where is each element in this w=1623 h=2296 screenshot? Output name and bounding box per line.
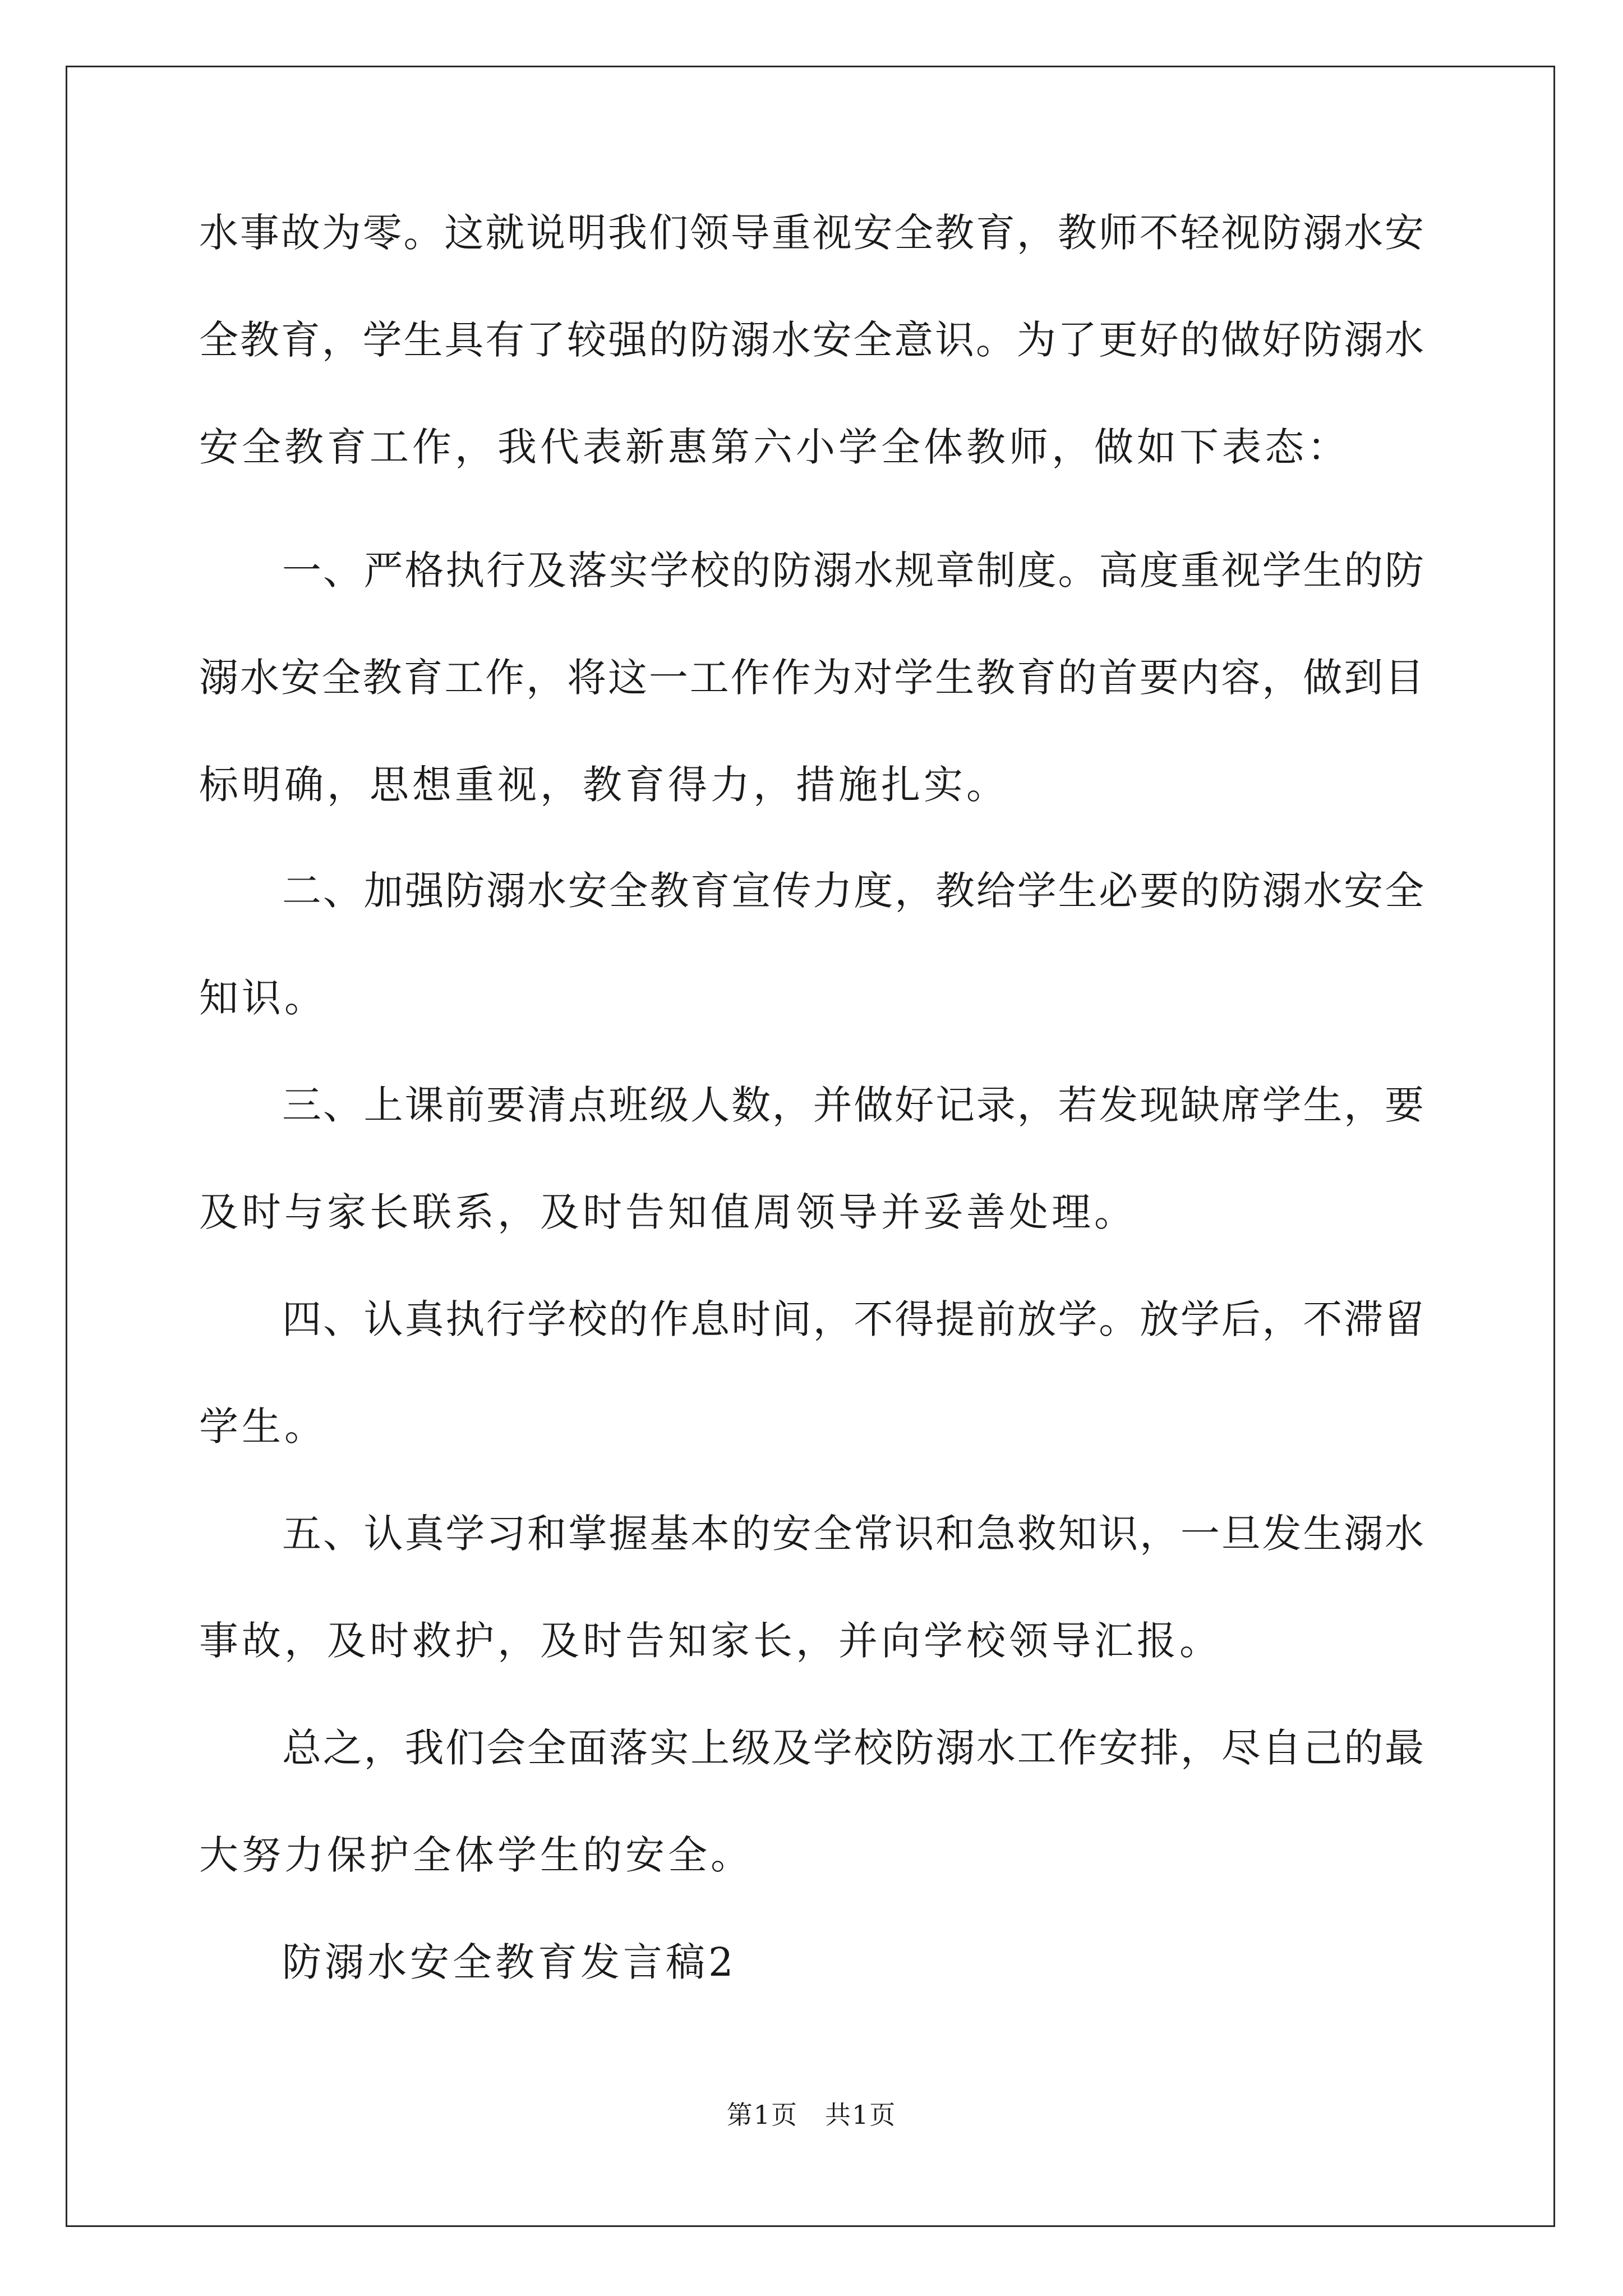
paragraph-line: 全教育，学生具有了较强的防溺水安全意识。为了更好的做好防溺水 xyxy=(199,317,1424,363)
paragraph-line: 事故，及时救护，及时告知家长，并向学校领导汇报。 xyxy=(199,1618,1222,1664)
paragraph-line: 溺水安全教育工作，将这一工作作为对学生教育的首要内容，做到目 xyxy=(199,655,1424,701)
paragraph-line: 总之，我们会全面落实上级及学校防溺水工作安排，尽自己的最 xyxy=(282,1725,1424,1771)
paragraph-line: 标明确，思想重视，教育得力，措施扎实。 xyxy=(199,762,1009,808)
paragraph-line: 及时与家长联系，及时告知值周领导并妥善处理。 xyxy=(199,1189,1137,1235)
page-footer: 第1页 共1页 xyxy=(726,2100,897,2130)
section-heading: 防溺水安全教育发言稿2 xyxy=(282,1939,737,1985)
paragraph-line: 水事故为零。这就说明我们领导重视安全教育，教师不轻视防溺水安 xyxy=(199,210,1424,256)
page-border xyxy=(66,66,1555,2227)
paragraph-line: 学生。 xyxy=(199,1404,327,1450)
paragraph-line: 大努力保护全体学生的安全。 xyxy=(199,1832,753,1878)
paragraph-line: 二、加强防溺水安全教育宣传力度，教给学生必要的防溺水安全 xyxy=(282,868,1424,914)
paragraph-line: 一、严格执行及落实学校的防溺水规章制度。高度重视学生的防 xyxy=(282,547,1424,593)
paragraph-line: 知识。 xyxy=(199,975,327,1021)
paragraph-line: 五、认真学习和掌握基本的安全常识和急救知识，一旦发生溺水 xyxy=(282,1511,1424,1557)
paragraph-line: 三、上课前要清点班级人数，并做好记录，若发现缺席学生，要 xyxy=(282,1082,1424,1128)
paragraph-line: 安全教育工作，我代表新惠第六小学全体教师，做如下表态： xyxy=(199,424,1350,470)
paragraph-line: 四、认真执行学校的作息时间，不得提前放学。放学后，不滞留 xyxy=(282,1296,1424,1342)
